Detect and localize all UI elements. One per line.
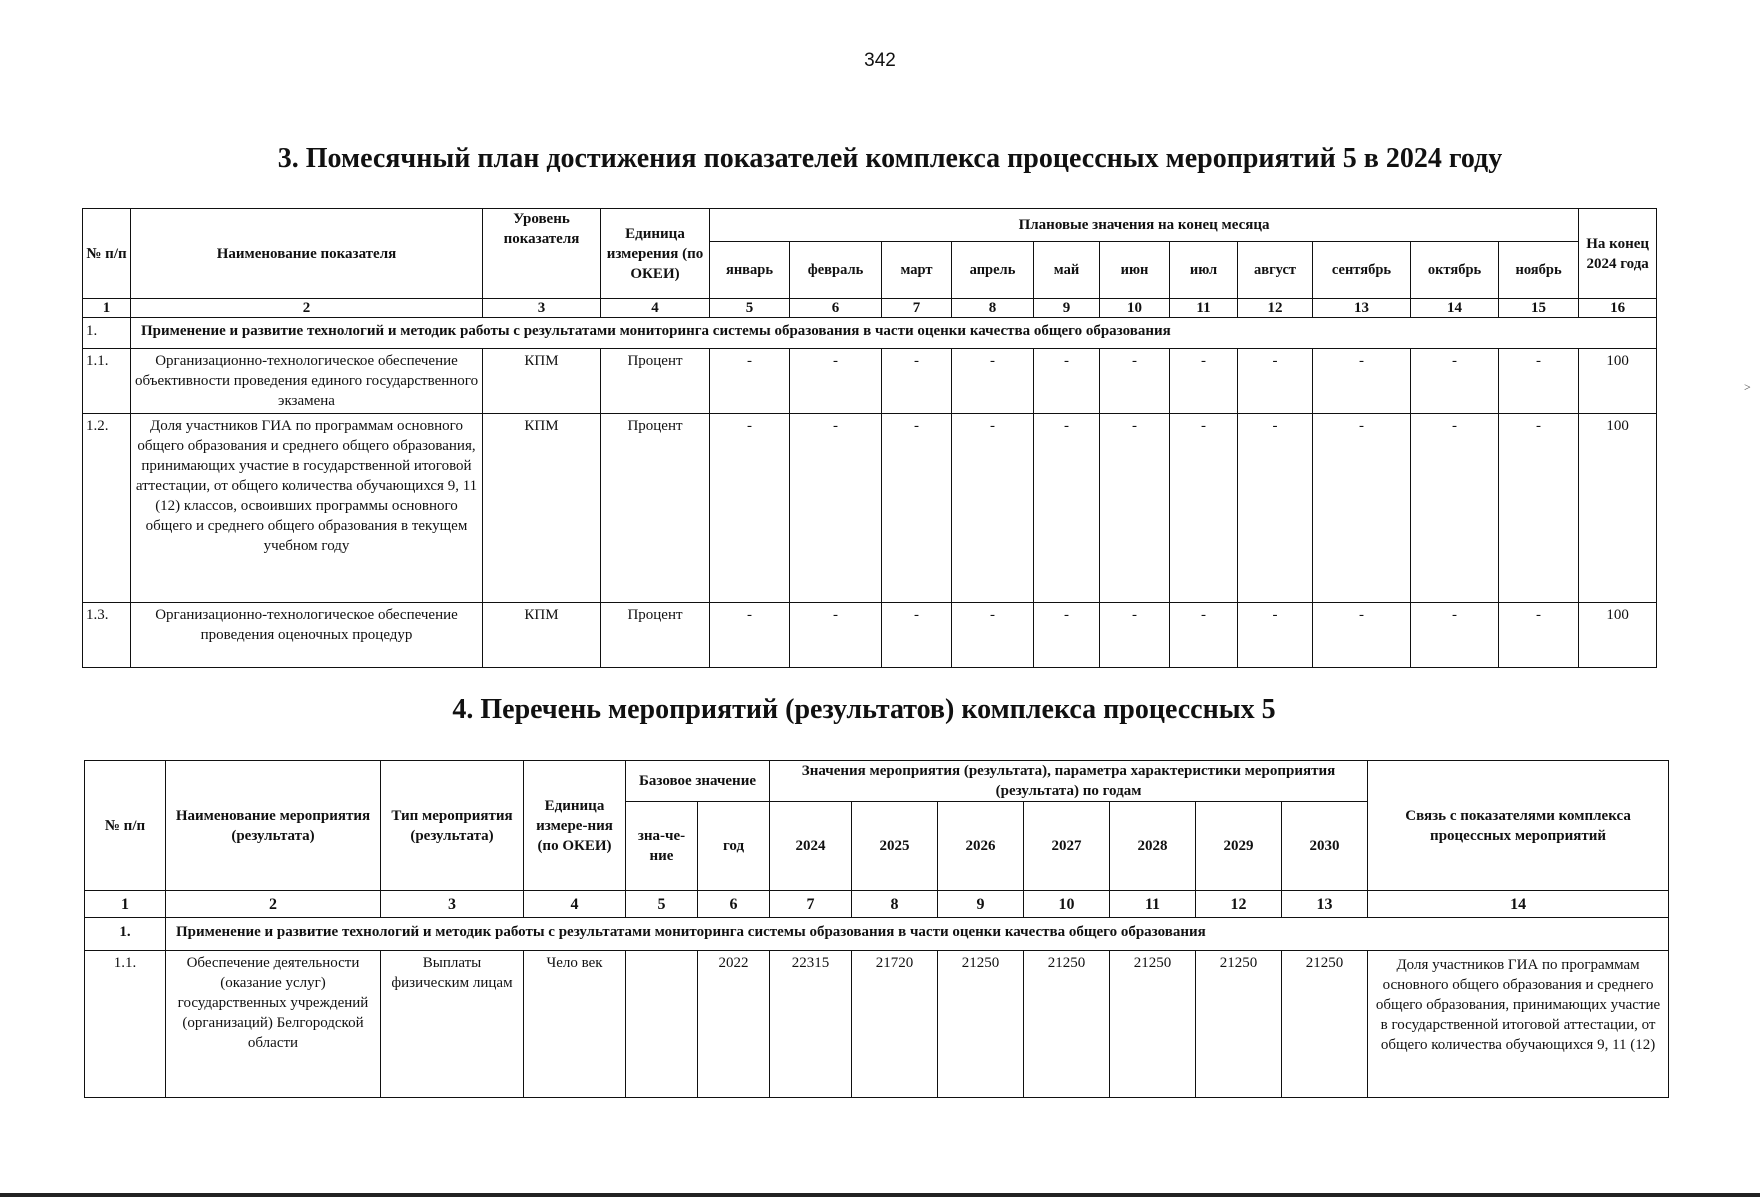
row-month-value: - [882, 349, 952, 414]
row-end-value: 100 [1579, 603, 1657, 668]
column-number: 16 [1579, 299, 1657, 318]
row-month-value: - [1100, 349, 1170, 414]
row-year-value: 21250 [1196, 951, 1282, 1098]
table-row [85, 951, 1669, 1098]
header-unit: Единица измере-ния (по ОКЕИ) [524, 761, 626, 891]
row-num: 1.3. [83, 603, 131, 668]
row-month-value: - [1170, 349, 1238, 414]
row-num: 1.1. [83, 349, 131, 414]
row-month-value: - [882, 414, 952, 603]
row-month-value: - [882, 603, 952, 668]
header-base-year: год [698, 802, 770, 891]
row-month-value: - [1034, 414, 1100, 603]
activities-table [84, 760, 1669, 1098]
row-month-value: - [952, 414, 1034, 603]
table-row [83, 349, 1657, 414]
row-month-value: - [1170, 603, 1238, 668]
column-number: 11 [1110, 891, 1196, 918]
group-name: Применение и развитие технологий и методик работы с результатами мониторинга системы образования в части оценки качества общего образования [131, 318, 1657, 349]
row-month-value: - [952, 349, 1034, 414]
row-year-value: 21250 [1024, 951, 1110, 1098]
row-unit: Процент [601, 349, 710, 414]
row-link: Доля участников ГИА по программам основного общего образования и среднего общего образования, принимающих участие в государственной итоговой аттестации, от общего количества обучающихся 9, 11 (12) [1368, 951, 1669, 1098]
column-number: 15 [1499, 299, 1579, 318]
header-month: октябрь [1411, 242, 1499, 299]
header-month: июл [1170, 242, 1238, 299]
column-number: 2 [166, 891, 381, 918]
row-month-value: - [1411, 349, 1499, 414]
row-month-value: - [1238, 603, 1313, 668]
row-month-value: - [1100, 603, 1170, 668]
header-month: февраль [790, 242, 882, 299]
header-month: март [882, 242, 952, 299]
column-number: 14 [1368, 891, 1669, 918]
row-month-value: - [1238, 349, 1313, 414]
row-activity-name: Обеспечение деятельности (оказание услуг) государственных учреждений (организаций) Белгородской области [166, 951, 381, 1098]
column-number: 12 [1238, 299, 1313, 318]
row-month-value: - [790, 414, 882, 603]
column-number: 6 [790, 299, 882, 318]
column-number: 13 [1282, 891, 1368, 918]
row-year-value: 21250 [938, 951, 1024, 1098]
section-4-title: 4. Перечень мероприятий (результатов) комплекса процессных 5 [452, 694, 1276, 725]
header-activity-type: Тип мероприятия (результата) [381, 761, 524, 891]
column-number: 4 [601, 299, 710, 318]
monthly-plan-table [82, 208, 1657, 668]
row-month-value: - [1034, 603, 1100, 668]
row-month-value: - [1411, 414, 1499, 603]
column-number: 6 [698, 891, 770, 918]
header-end-year: На конец 2024 года [1579, 209, 1657, 299]
row-base-year: 2022 [698, 951, 770, 1098]
table-row [83, 603, 1657, 668]
header-month: апрель [952, 242, 1034, 299]
column-number: 12 [1196, 891, 1282, 918]
group-num: 1. [85, 918, 166, 951]
column-number: 3 [483, 299, 601, 318]
header-year: 2025 [852, 802, 938, 891]
header-month: январь [710, 242, 790, 299]
column-number: 7 [882, 299, 952, 318]
row-month-value: - [1313, 414, 1411, 603]
row-unit: Процент [601, 414, 710, 603]
group-num: 1. [83, 318, 131, 349]
group-row [83, 318, 1657, 349]
header-year: 2028 [1110, 802, 1196, 891]
row-base-value [626, 951, 698, 1098]
header-year: 2026 [938, 802, 1024, 891]
column-number: 1 [83, 299, 131, 318]
header-values-by-year: Значения мероприятия (результата), параметра характеристики мероприятия (результата) по годам [770, 761, 1368, 802]
column-number: 3 [381, 891, 524, 918]
row-end-value: 100 [1579, 414, 1657, 603]
section-3-title: 3. Помесячный план достижения показателей комплекса процессных мероприятий 5 в 2024 году [277, 143, 1503, 174]
row-indicator-name: Доля участников ГИА по программам основного общего образования и среднего общего образования, принимающих участие в государственной итоговой аттестации, от общего количества обучающихся 9, 11 (12) классов, освоивших программы основного общего и среднего общего образования в текущем учебном году [131, 414, 483, 603]
row-month-value: - [1499, 603, 1579, 668]
header-month: сентябрь [1313, 242, 1411, 299]
row-year-value: 21250 [1110, 951, 1196, 1098]
header-activity-name: Наименование мероприятия (результата) [166, 761, 381, 891]
row-num: 1.1. [85, 951, 166, 1098]
header-base-val: зна-че-ние [626, 802, 698, 891]
row-month-value: - [952, 603, 1034, 668]
row-month-value: - [710, 603, 790, 668]
row-level: КПМ [483, 349, 601, 414]
row-month-value: - [1313, 603, 1411, 668]
header-num: № п/п [85, 761, 166, 891]
row-month-value: - [1313, 349, 1411, 414]
column-number: 1 [85, 891, 166, 918]
page-number: 342 [864, 50, 896, 71]
row-num: 1.2. [83, 414, 131, 603]
row-month-value: - [1499, 349, 1579, 414]
row-indicator-name: Организационно-технологическое обеспечение проведения оценочных процедур [131, 603, 483, 668]
header-unit: Единица измерения (по ОКЕИ) [601, 209, 710, 299]
header-month: август [1238, 242, 1313, 299]
header-planned-values: Плановые значения на конец месяца [710, 209, 1579, 242]
column-number: 8 [952, 299, 1034, 318]
header-month: ноябрь [1499, 242, 1579, 299]
row-month-value: - [1499, 414, 1579, 603]
header-num: № п/п [83, 209, 131, 299]
column-numbers-row [83, 299, 1657, 318]
row-year-value: 21250 [1282, 951, 1368, 1098]
column-number: 5 [710, 299, 790, 318]
margin-mark: ˃ [1744, 380, 1751, 394]
column-number: 7 [770, 891, 852, 918]
column-number: 9 [1034, 299, 1100, 318]
column-number: 9 [938, 891, 1024, 918]
row-month-value: - [1034, 349, 1100, 414]
header-indicator-name: Наименование показателя [131, 209, 483, 299]
row-level: КПМ [483, 414, 601, 603]
column-number: 14 [1411, 299, 1499, 318]
row-indicator-name: Организационно-технологическое обеспечение объективности проведения единого государственного экзамена [131, 349, 483, 414]
row-month-value: - [710, 349, 790, 414]
header-year: 2027 [1024, 802, 1110, 891]
group-name: Применение и развитие технологий и методик работы с результатами мониторинга системы образования в части оценки качества общего образования [166, 918, 1669, 951]
table-row [83, 414, 1657, 603]
column-numbers-row [85, 891, 1669, 918]
group-row [85, 918, 1669, 951]
row-month-value: - [1411, 603, 1499, 668]
column-number: 4 [524, 891, 626, 918]
row-month-value: - [1100, 414, 1170, 603]
row-month-value: - [1170, 414, 1238, 603]
row-level: КПМ [483, 603, 601, 668]
header-month: июн [1100, 242, 1170, 299]
row-year-value: 21720 [852, 951, 938, 1098]
row-month-value: - [1238, 414, 1313, 603]
row-year-value: 22315 [770, 951, 852, 1098]
header-year: 2024 [770, 802, 852, 891]
header-year: 2029 [1196, 802, 1282, 891]
row-month-value: - [790, 603, 882, 668]
row-unit: Чело век [524, 951, 626, 1098]
row-activity-type: Выплаты физическим лицам [381, 951, 524, 1098]
row-unit: Процент [601, 603, 710, 668]
column-number: 11 [1170, 299, 1238, 318]
header-base-value: Базовое значение [626, 761, 770, 802]
header-link: Связь с показателями комплекса процессных мероприятий [1368, 761, 1669, 891]
column-number: 13 [1313, 299, 1411, 318]
header-month: май [1034, 242, 1100, 299]
row-month-value: - [710, 414, 790, 603]
header-level: Уровень показателя [483, 209, 601, 299]
row-end-value: 100 [1579, 349, 1657, 414]
column-number: 8 [852, 891, 938, 918]
column-number: 2 [131, 299, 483, 318]
page-bottom-rule [0, 1193, 1760, 1197]
row-month-value: - [790, 349, 882, 414]
column-number: 5 [626, 891, 698, 918]
column-number: 10 [1100, 299, 1170, 318]
header-year: 2030 [1282, 802, 1368, 891]
column-number: 10 [1024, 891, 1110, 918]
